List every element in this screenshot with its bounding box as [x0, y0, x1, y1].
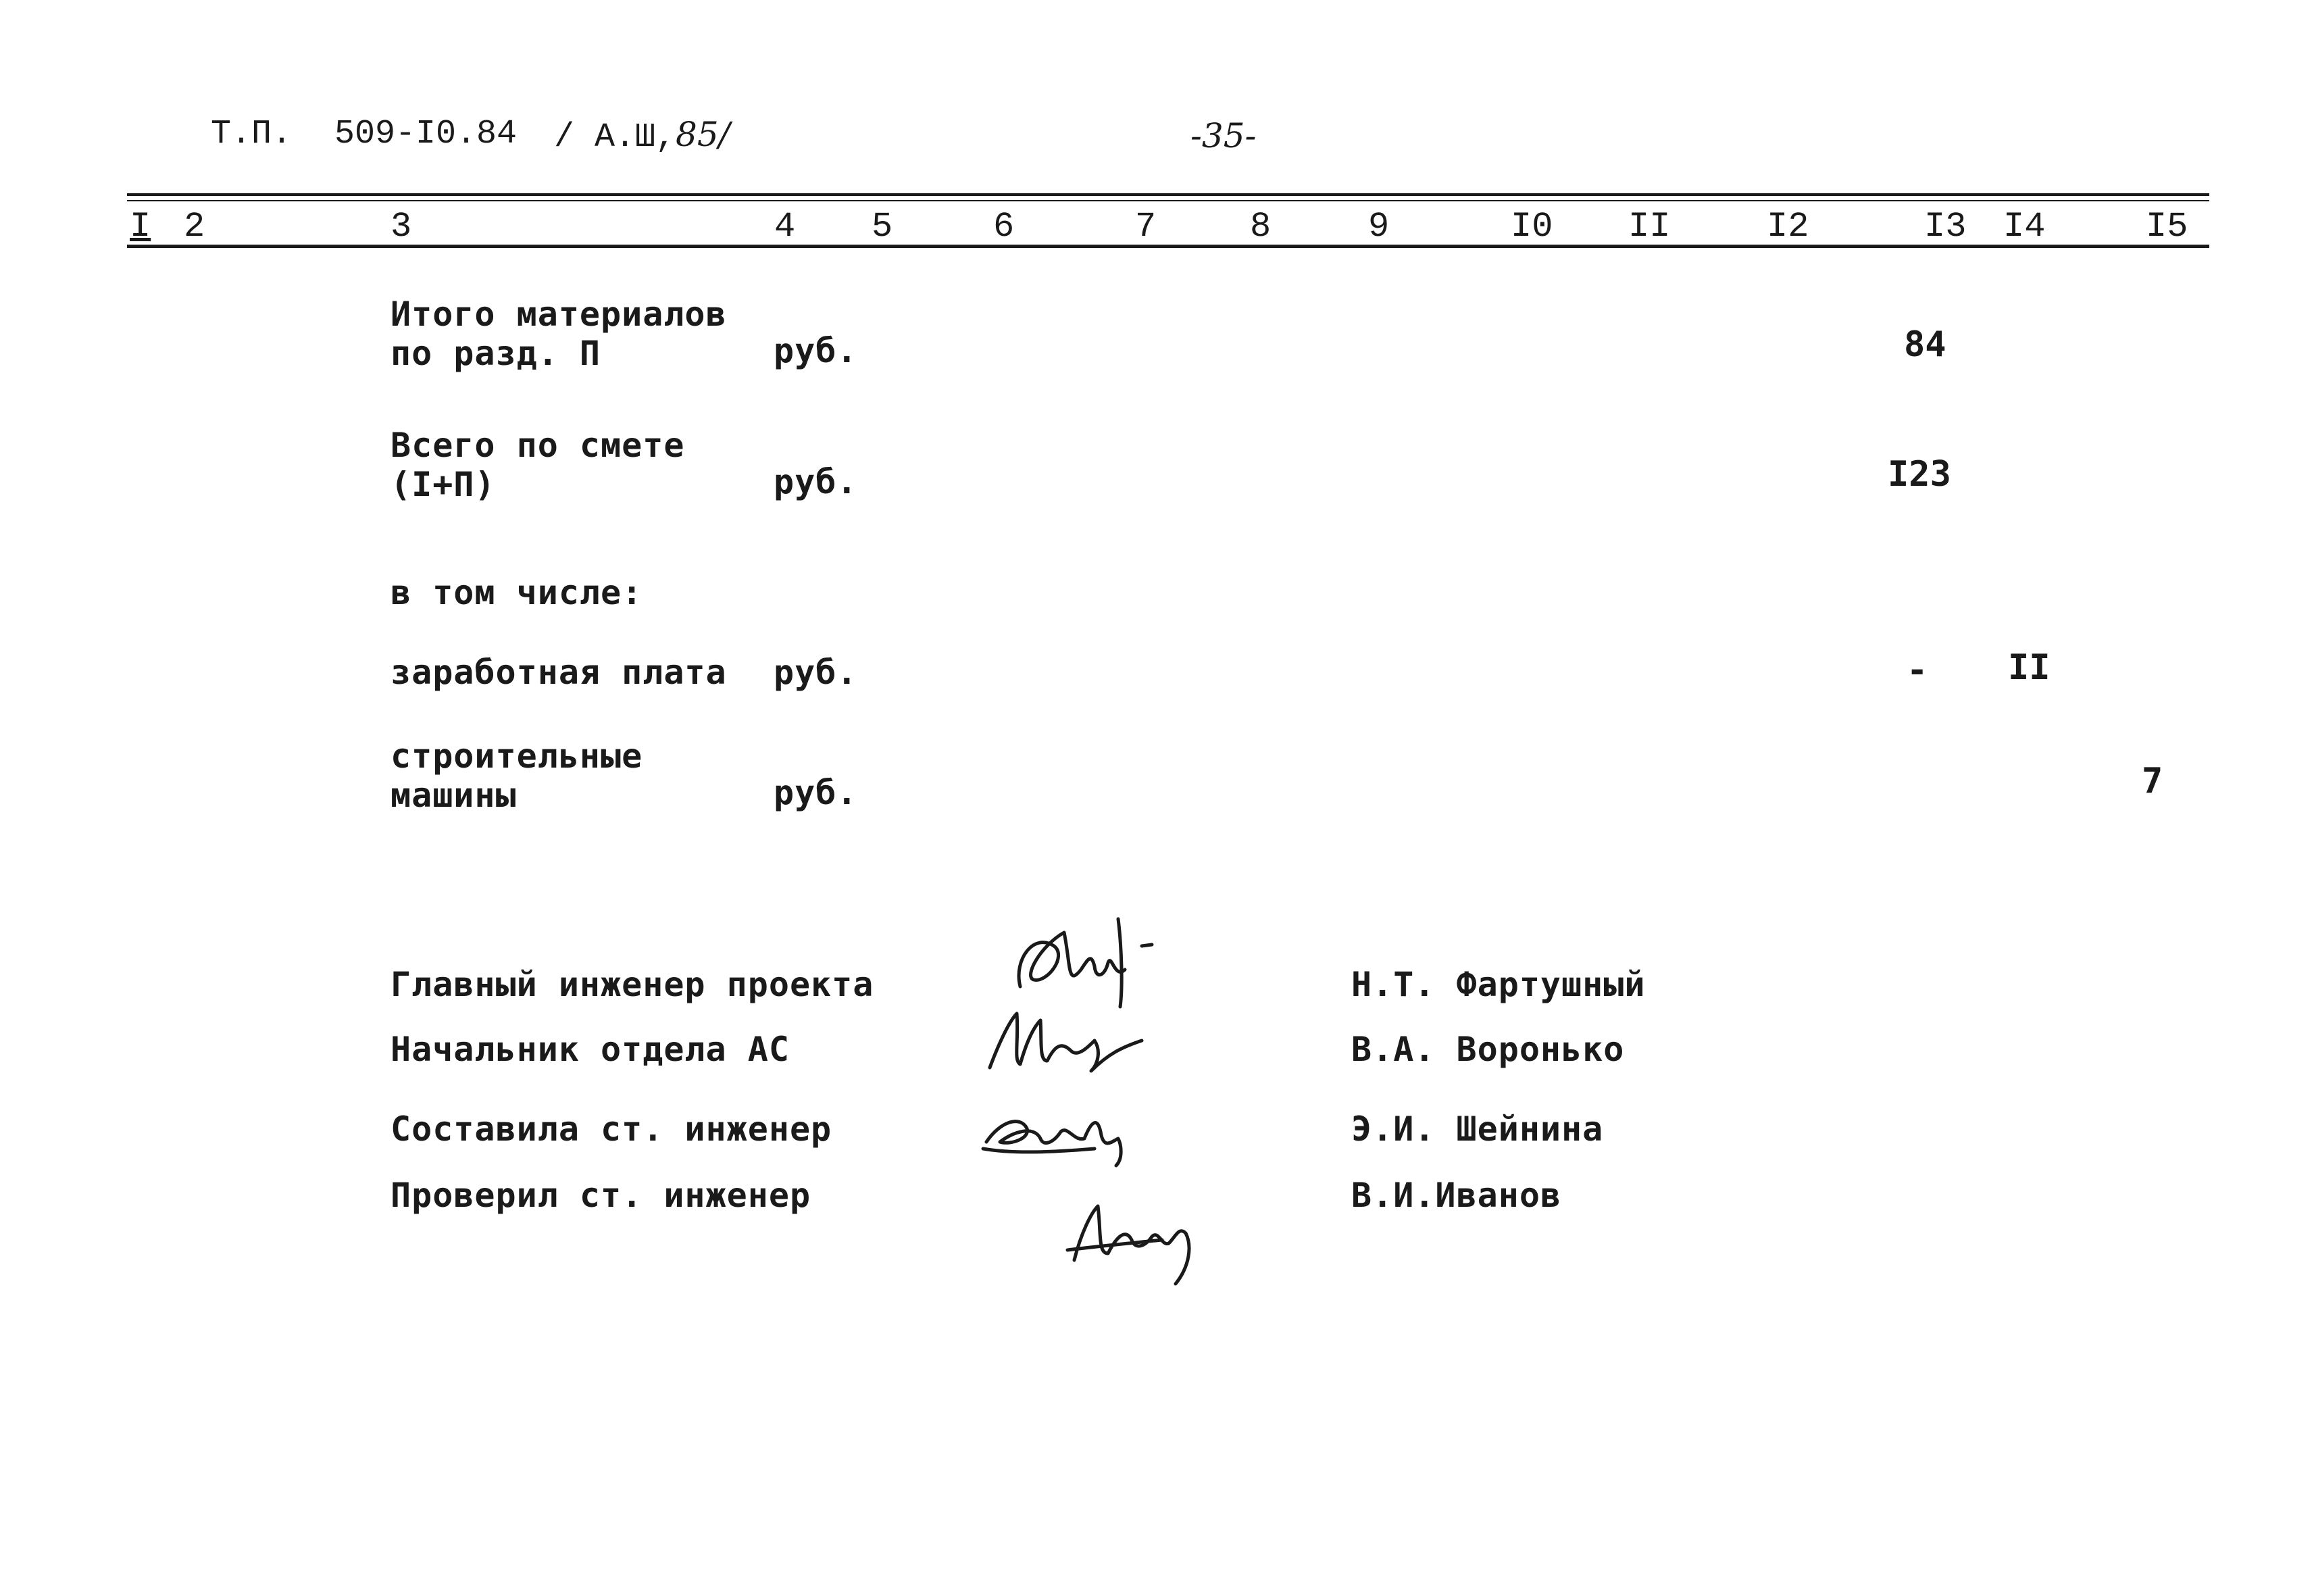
- table-top-rule-inner: [127, 200, 2209, 201]
- col-4: 4: [774, 207, 796, 247]
- table-top-rule: [127, 193, 2209, 196]
- signature-name: Э.И. Шейнина: [1351, 1109, 1604, 1149]
- col-6: 6: [993, 207, 1015, 247]
- row-label: заработная плата: [391, 653, 727, 692]
- col-10: I0: [1511, 207, 1553, 247]
- signature-name: В.А. Воронько: [1351, 1030, 1625, 1069]
- row-col14-value: II: [2008, 647, 2051, 688]
- col-12: I2: [1767, 207, 1809, 247]
- col-11: II: [1628, 207, 1671, 247]
- row-col13-value: -: [1907, 650, 1928, 691]
- row-unit: руб.: [774, 773, 858, 812]
- signature-title: Начальник отдела АС: [391, 1030, 790, 1069]
- signature-name: Н.Т. Фартушный: [1351, 965, 1646, 1004]
- album-suffix: 85/: [676, 115, 730, 154]
- table-header-bottom-rule: [127, 245, 2209, 248]
- handwritten-signature: [973, 1095, 1149, 1169]
- row-label: в том числе:: [391, 573, 643, 612]
- col-14: I4: [2003, 207, 2046, 247]
- signature-name: В.И.Иванов: [1351, 1176, 1562, 1215]
- row-col13-value: 84: [1904, 324, 1946, 365]
- row-unit: руб.: [774, 331, 858, 370]
- signature-title: Главный инженер проекта: [391, 965, 874, 1004]
- col-8: 8: [1250, 207, 1272, 247]
- row-label: Итого материалов по разд. П: [391, 295, 727, 373]
- row-col13-value: I23: [1888, 454, 1951, 495]
- col-5: 5: [872, 207, 893, 247]
- col-9: 9: [1368, 207, 1390, 247]
- album-prefix: / А.Ш,: [554, 118, 676, 157]
- handwritten-signature: [1061, 1186, 1209, 1287]
- page-number: -35-: [1190, 116, 1257, 155]
- row-label: строительные машины: [391, 737, 643, 815]
- col-7: 7: [1135, 207, 1157, 247]
- signature-title: Составила ст. инженер: [391, 1109, 832, 1149]
- album-ref: [554, 115, 730, 157]
- col-1: I: [130, 207, 151, 247]
- col-13: I3: [1924, 207, 1967, 247]
- signature-title: Проверил ст. инженер: [391, 1176, 811, 1215]
- row-unit: руб.: [774, 653, 858, 692]
- handwritten-signature: [980, 1000, 1155, 1081]
- handwritten-signature: [1007, 905, 1169, 1014]
- doc-number: 509-I0.84: [334, 115, 518, 153]
- col-3: 3: [391, 207, 412, 247]
- row-unit: руб.: [774, 462, 858, 501]
- doc-prefix: Т.П.: [211, 115, 293, 153]
- row-label: Всего по смете (I+П): [391, 426, 685, 504]
- row-col15-value: 7: [2142, 761, 2163, 801]
- col-2: 2: [184, 207, 205, 247]
- col-15: I5: [2146, 207, 2188, 247]
